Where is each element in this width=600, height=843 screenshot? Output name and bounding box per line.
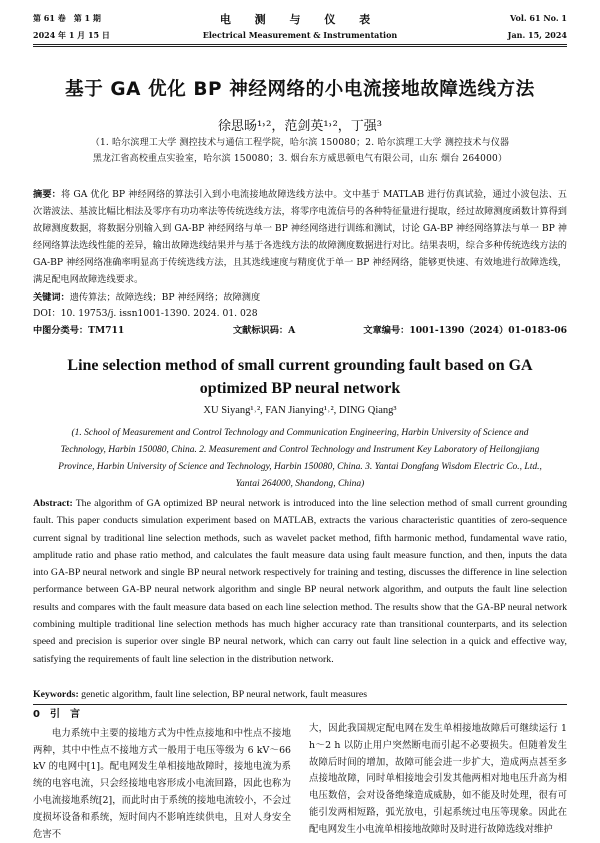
keywords-cn [33,289,567,306]
abstract-en-text: The algorithm of GA optimized BP neural network is introduced into the line selection method of small current grounding fault. This paper conducts simulation experiment based on MATLAB, extracts the various characteristic quantities of zero-sequence current signal by traditional line selection methods, such as wavelet packet method, fifth harmonic method, fundamental wave ratio, amplitude ratio and phase ratio method, and calculates the fault measure data using fault measure function, and then, inputs the data into GA-BP neural network and single BP neural network respectively for training and testing, discusses the difference in line selection performance between GA-BP neural network algorithm and single BP neural network algorithm, and outputs the fault line selection results and compares with the fault measure data based on each line selection method. The results show that the GA-BP neural network combining multiple traditional line selection methods has much higher accuracy rate than transitional counterparts, and its selection speed and precision is superior over single BP neural network, which can carry out fault line selection in a quick and effective way, satisfying the requirements of fault line selection in the distribution network. [33,498,567,665]
header-journal-en: Electrical Measurement & Instrumentation [202,30,398,40]
affiliations-en: (1. School of Measurement and Control Technology and Communication Engineering, Harbin University of Science and Technology, Harbin 150080, China. 2. Measurement and Control Technology and Instrument Key Laboratory of Heilongjiang Province, Harbin University of Science and Technology, Harbin 150080, China. 3. Yantai Dongfang Wisdom Electric Co., Ltd., Yantai 264000, Shandong, China) [58,428,542,489]
abstract-cn-text: 将 GA 优化 BP 神经网络的算法引入到小电流接地故障选线方法中。文中基于 MATLAB 进行仿真试验，通过小波包法、五次谐波法、基波比幅比相法及零序有功功率法等传统选线方法，将零序电流信号的各种特征量进行提取，经过故障测度函数计算得到故障测度数据，将数据分别输入到 GA-BP 神经网络与单一 BP 神经网络进行训练和测试，讨论 GA-BP 神经网络算法与单一 BP 神经网络算法选线性能的差异，输出故障选线结果并与基于各选线方法的故障测度数据进行对比。结果表明，综合多种传统选线方法的 GA-BP 神经网络准确率明显高于传统选线方法，且其选线速度与精度优于单一 BP 神经网络，能够更快速、有效地进行故障选线，满足配电网故障选线要求。 [33,189,567,285]
keywords-en-label: Keywords: [33,689,79,700]
authors-en: XU Siyang¹˒², FAN Jianying¹˒², DING Qiang³ [203,405,397,416]
doi: DOI：10. 19753/j. issn1001-1390. 2024. 01. 028 [33,308,258,319]
body-text-right: 大，因此我国规定配电网在发生单相接地故障后可继续运行 1 h～2 h 以防止用户突然断电而引起不必要损失。但随着发生故障后时间的增加，故障可能会进一步扩大，造成两点甚至多点接地故障，同时单相接地会引发其他两相对地电压升高为相电压数倍，会对设备绝缘造成威胁，如不能及时处理，很有可能引发两相短路，弧光放电，引起系统过电压等现象。因此在配电网发生小电流单相接地故障时及时进行故障选线对维护 [309,723,567,835]
paper-title-en: Line selection method of small current grounding fault based on GA optimized BP neural network [67,357,533,397]
abstract-en-label: Abstract: [33,498,73,509]
affiliation-cn-line: 黑龙江省高校重点实验室，哈尔滨 150080；3. 烟台东方威思顿电气有限公司，山东 烟台 264000） [92,154,508,164]
body-column-left [33,707,291,843]
keywords-cn-label: 关键词： [33,292,70,303]
affiliation-cn-line: （1. 哈尔滨理工大学 测控技术与通信工程学院，哈尔滨 150080；2. 哈尔滨理工大学 测控技术与仪器 [90,138,510,148]
header-rule [33,44,567,45]
clc-number: 中图分类号：TM711 [33,325,125,336]
keywords-en [33,686,567,703]
header-rule-thin [33,46,567,47]
keywords-cn-text: 遗传算法；故障选线；BP 神经网络；故障测度 [69,292,261,303]
affiliations-cn [40,135,560,167]
abstract-rule [33,704,567,705]
body-text-left: 电力系统中主要的接地方式为中性点接地和中性点不接地两种，其中中性点不接地方式一般用于电压等级为 6 kV～66 kV 的电网中[1]。配电网发生单相接地故障时，接地电流为系统的电容电流，只会经接地电容形成小电流回路，因此也称为小电流接地系统[2]，而此时由于系统的接地电流较小，不会过度损坏设备和系统，短时间内不影响连续供电，且对人身安全危害不 [33,727,291,840]
authors-cn: 徐思旸¹˒²，范剑英¹˒²，丁强³ [217,119,383,134]
header-volume-en: Vol. 61 No. 1 [510,13,567,23]
document-code: 文献标识码：A [233,325,296,336]
section-heading: 0 引 言 [33,709,80,720]
header-date-en: Jan. 15, 2024 [507,30,567,40]
header-volume: 第 61 卷 第 1 期 [33,13,101,23]
abstract-cn-label: 摘要： [33,189,61,200]
keywords-en-text: genetic algorithm, fault line selection, BP neural network, fault measures [81,689,368,700]
header-journal-cn: 电 测 与 仪 表 [219,13,381,26]
paper-title-cn: 基于 GA 优化 BP 神经网络的小电流接地故障选线方法 [65,79,535,100]
body-column-right [309,721,567,839]
article-number: 文章编号：1001-1390（2024）01-0183-06 [363,325,567,336]
header-date: 2024 年 1 月 15 日 [33,30,110,40]
abstract-en [33,495,567,668]
abstract-cn [33,186,567,288]
